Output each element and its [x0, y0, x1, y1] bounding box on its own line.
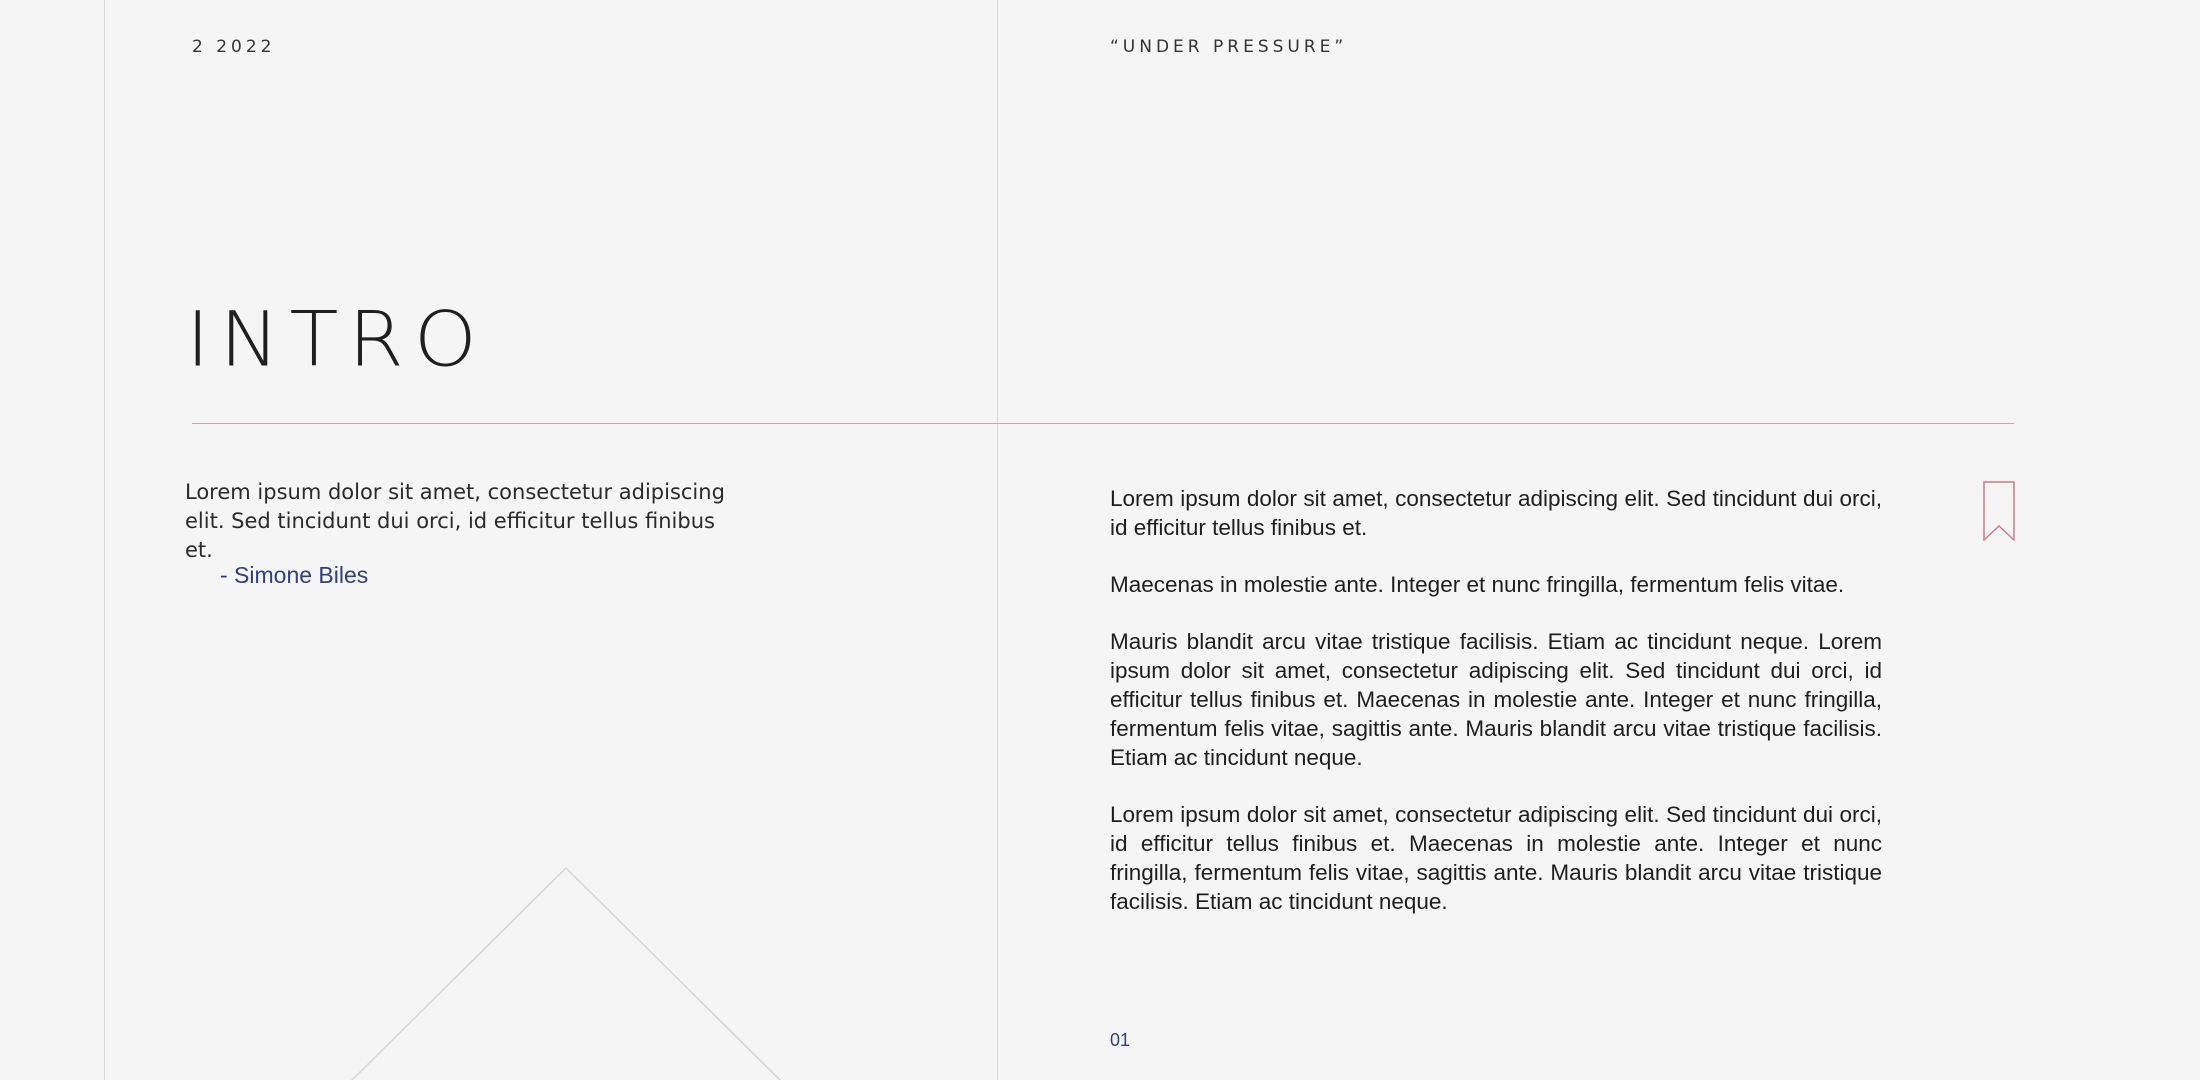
page-title	[186, 293, 487, 388]
left-margin-line	[104, 0, 105, 1080]
running-title: “UNDER PRESSURE”	[1110, 37, 1348, 57]
triangle-outline-decoration	[340, 860, 800, 1080]
body-column	[1110, 484, 1882, 944]
bookmark-icon[interactable]	[1983, 481, 2015, 541]
issue-label: 2 2022	[192, 37, 276, 57]
title-rule	[192, 423, 2014, 424]
page-number: 01	[1110, 1030, 1131, 1050]
body-paragraph: Maecenas in molestie ante. Integer et nunc fringilla, fermentum felis vitae.	[1110, 572, 1845, 597]
page-title-text: INTRO	[186, 295, 487, 384]
body-paragraph: Lorem ipsum dolor sit amet, consectetur adipiscing elit. Sed tincidunt dui orci, id efficitur tellus finibus et. Maecenas in molestie ante. Integer et nunc fringilla, fermentum felis vitae, sagittis ante. Mauris blandit arcu vitae tristique facilisis. Etiam ac tincidunt neque.	[1110, 802, 1882, 914]
body-paragraph: Lorem ipsum dolor sit amet, consectetur adipiscing elit. Sed tincidunt dui orci, id efficitur tellus finibus et.	[1110, 486, 1882, 540]
page-gutter-line	[997, 0, 998, 1080]
pull-quote: Lorem ipsum dolor sit amet, consectetur adipiscing elit. Sed tincidunt dui orci, id efficitur tellus finibus et.	[185, 480, 725, 562]
quote-attribution: - Simone Biles	[220, 562, 369, 588]
body-paragraph: Mauris blandit arcu vitae tristique facilisis. Etiam ac tincidunt neque. Lorem ipsum dolor sit amet, consectetur adipiscing elit. Sed tincidunt dui orci, id efficitur tellus finibus et. Maecenas in molestie ante. Integer et nunc fringilla, fermentum felis vitae, sagittis ante. Mauris blandit arcu vitae tristique facilisis. Etiam ac tincidunt neque.	[1110, 629, 1882, 770]
